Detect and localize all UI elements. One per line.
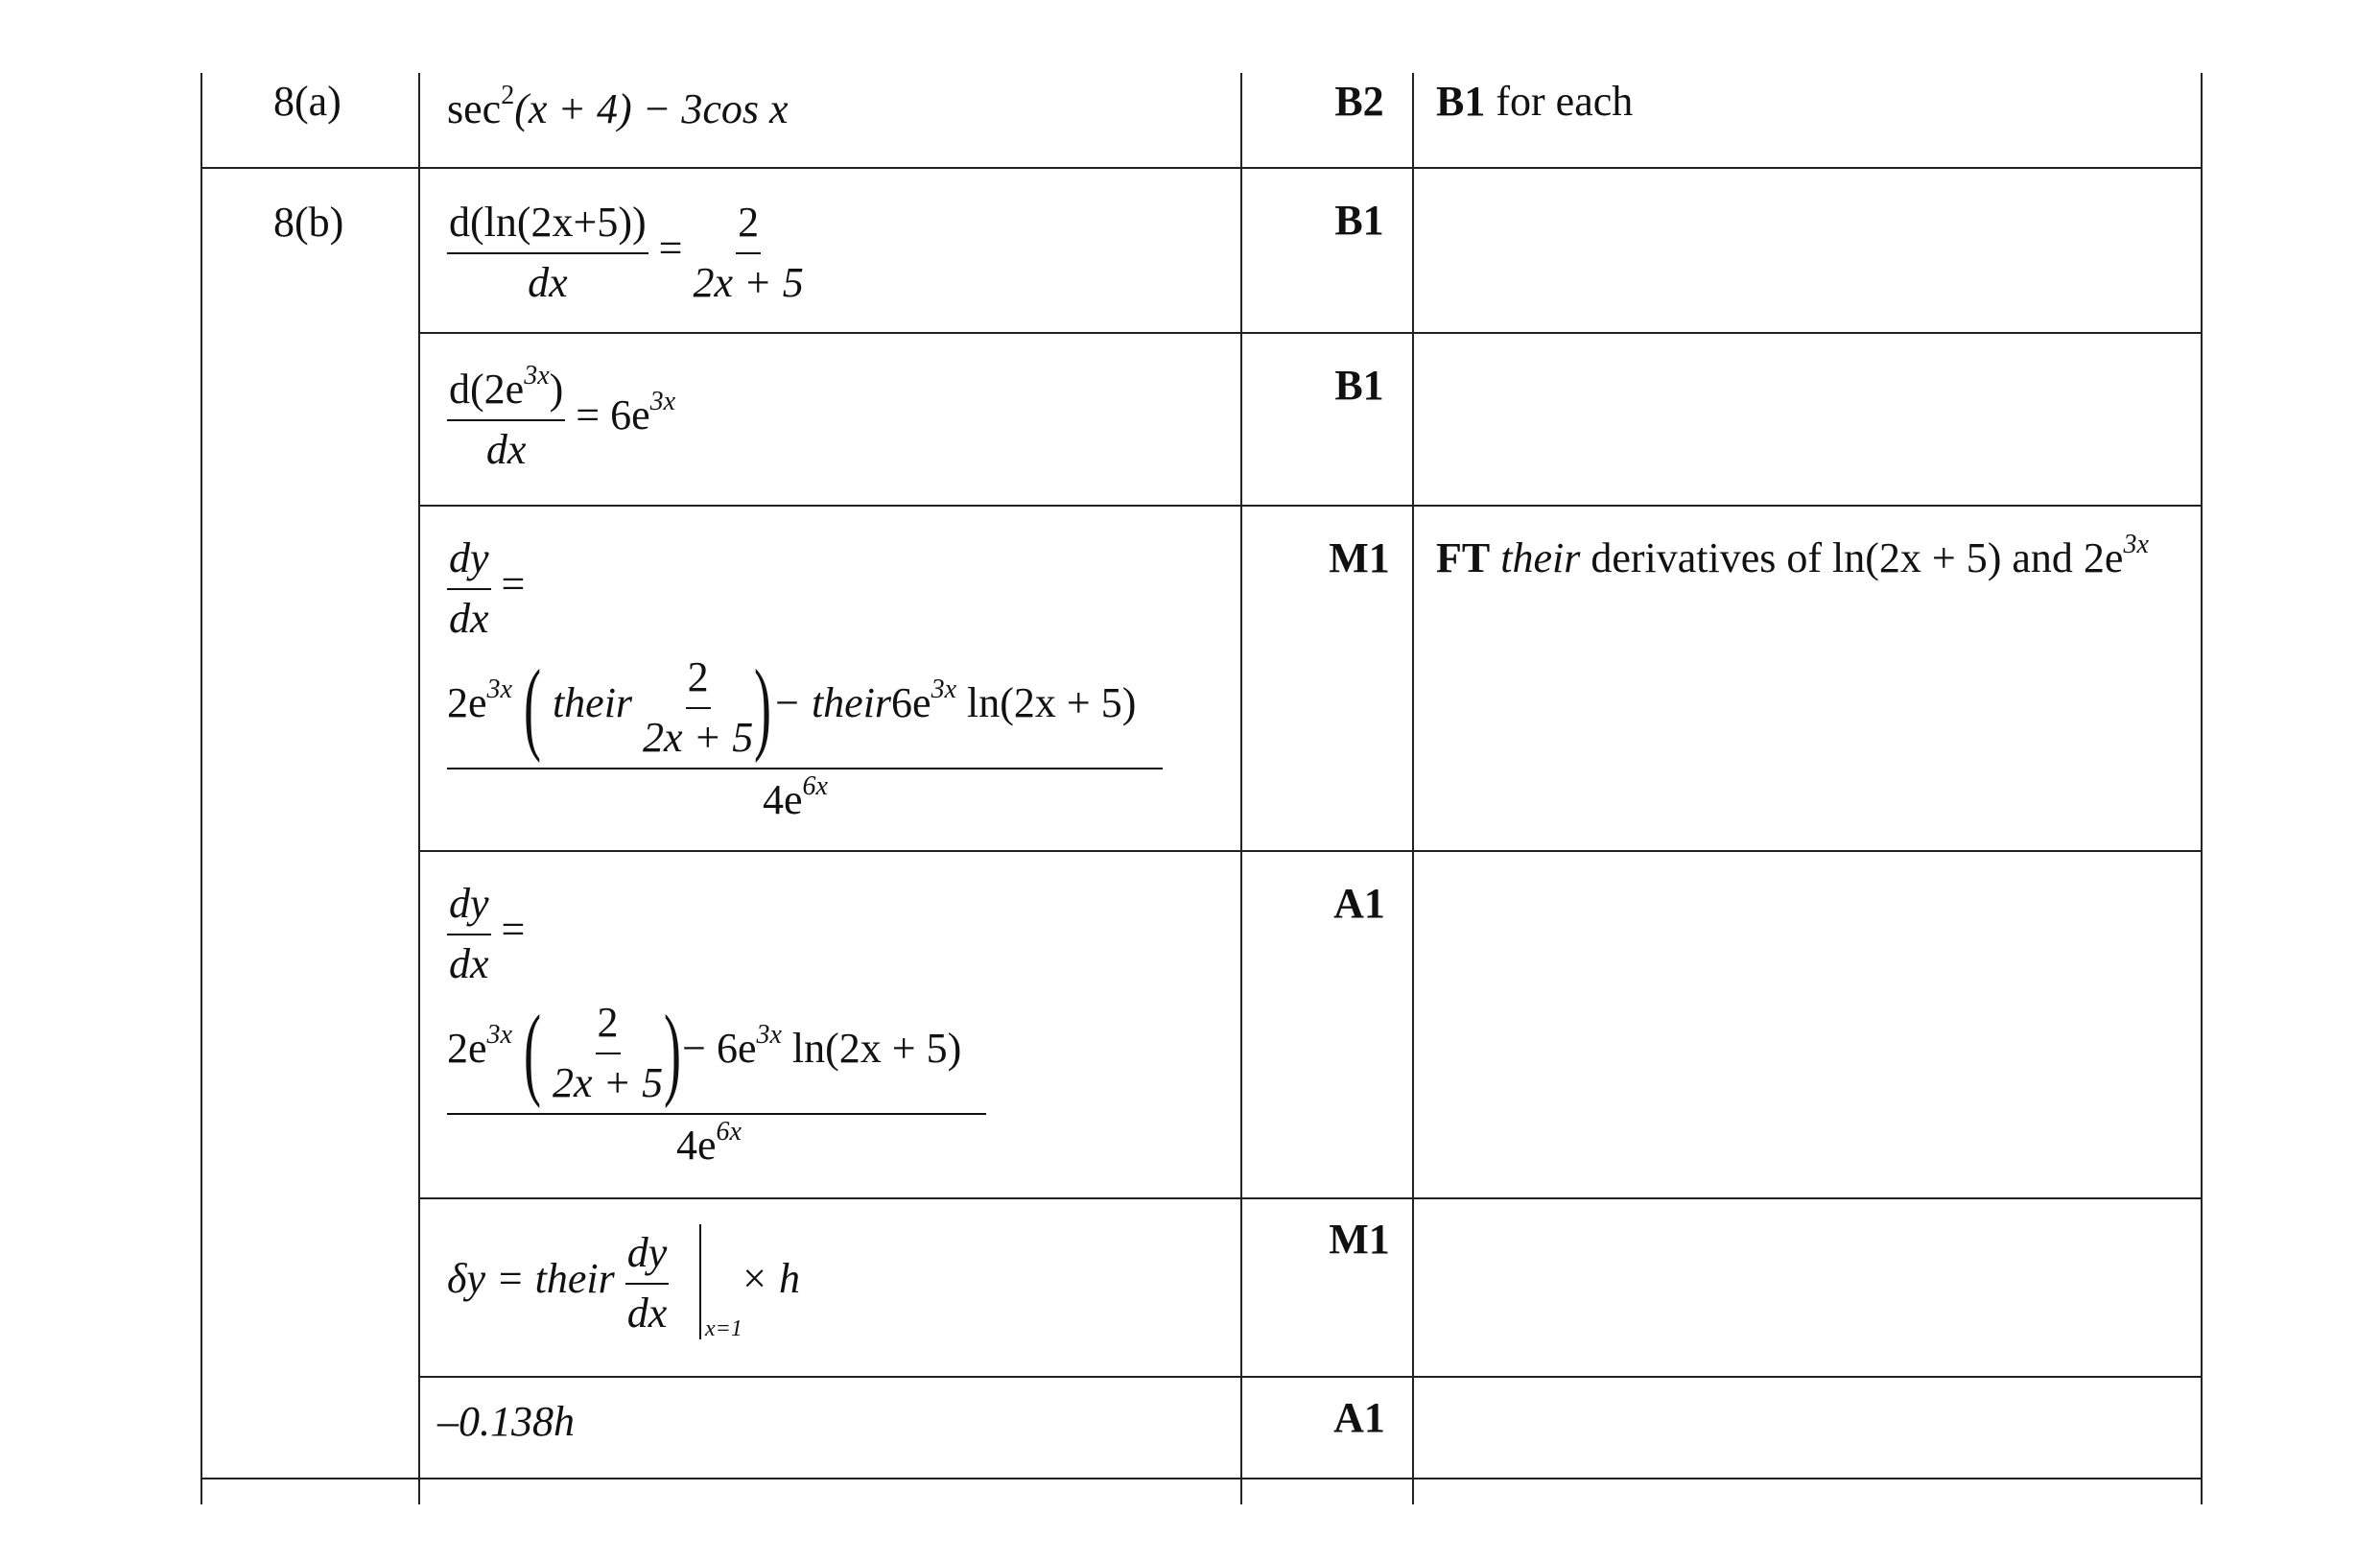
fraction-dy-dx: [625, 1228, 670, 1337]
fraction-denominator: dx: [626, 1290, 668, 1337]
fraction-dy-dx: [447, 533, 491, 643]
answer-8a-sec: sec: [447, 85, 502, 132]
denominator-base: 4e: [676, 1122, 717, 1169]
row-divider: [418, 1197, 2203, 1199]
guidance-8b-3: [1436, 530, 2149, 582]
coefficient: 2e: [447, 679, 487, 727]
fraction-numerator: 2: [596, 998, 621, 1054]
table-border-right: [2201, 73, 2203, 1504]
evaluation-bar: [699, 1224, 701, 1339]
mark-8a: B2: [1334, 78, 1384, 125]
row-divider: [418, 850, 2203, 852]
delta-y-their: δy = their: [447, 1255, 615, 1303]
fraction-result: [693, 198, 803, 307]
answer-8a-rest: (x + 4) − 3cos x: [514, 85, 789, 132]
term-exponent: 3x: [756, 1020, 782, 1051]
fraction-numerator: 2: [686, 652, 711, 709]
ln-term: ln(2x + 5): [956, 679, 1137, 727]
answer-8b-small-change: [447, 1228, 800, 1337]
equals-sign: =: [501, 560, 526, 608]
answer-8b-simplified-numerator: [447, 995, 962, 1109]
coefficient-exponent: 3x: [486, 1020, 512, 1051]
their-label: their: [552, 679, 633, 727]
row-divider: [200, 167, 2203, 169]
minus-term: − 6e: [682, 1025, 757, 1073]
fraction-denominator: dx: [485, 426, 527, 473]
fraction-denominator: dx: [528, 259, 568, 306]
rhs-base: = 6e: [576, 391, 650, 439]
guidance-8a: [1436, 77, 1633, 126]
row-divider: [418, 1376, 2203, 1378]
left-paren: (: [523, 995, 541, 1109]
answer-8b-derivative-ln: [447, 198, 804, 307]
fraction-bar: [447, 1113, 986, 1115]
fraction-inner: [553, 998, 663, 1107]
row-divider: [418, 505, 2203, 507]
rhs-exponent: 3x: [649, 387, 676, 417]
row-divider: [200, 1478, 2203, 1479]
mark-8b-5: M1: [1329, 1216, 1390, 1263]
coefficient: 2e: [447, 1025, 487, 1073]
denominator-exponent: 6x: [802, 771, 828, 801]
fraction-numerator: dy: [447, 879, 491, 935]
guidance-text: derivatives of ln(2x + 5) and 2e: [1580, 534, 2124, 581]
fraction-denominator: dx: [449, 595, 489, 642]
mark-8b-6: A1: [1333, 1394, 1385, 1441]
denominator-exponent: 6x: [716, 1117, 742, 1147]
fraction-numerator: d(ln(2x+5)): [447, 198, 648, 254]
fraction-numerator: [447, 361, 565, 421]
ln-term: ln(2x + 5): [781, 1025, 962, 1073]
table-divider-question: [418, 73, 420, 1504]
row-divider: [418, 332, 2203, 334]
answer-8b-final: –0.138h: [437, 1398, 575, 1445]
answer-8b-quotient-rule-lhs: [447, 533, 525, 643]
left-paren: (: [523, 650, 541, 764]
right-paren: ): [754, 650, 772, 764]
fraction-d-exp: [447, 361, 565, 474]
table-divider-answer: [1240, 73, 1242, 1504]
coefficient-exponent: 3x: [486, 674, 512, 705]
guidance-8a-text: for each: [1485, 78, 1634, 125]
answer-8b-derivative-exp: [447, 361, 676, 474]
mark-8b-2: B1: [1334, 362, 1384, 409]
fraction-denominator: dx: [449, 940, 489, 987]
answer-8b-simplified-lhs: [447, 879, 525, 988]
fraction-bar: [447, 768, 1163, 769]
times-h: × h: [740, 1255, 801, 1303]
guidance-8a-bold: B1: [1436, 78, 1486, 125]
table-border-left: [200, 73, 202, 1504]
mark-8b-1: B1: [1334, 197, 1384, 244]
minus-their: − their: [772, 679, 892, 727]
table-divider-marks: [1412, 73, 1414, 1504]
question-label-8b: 8(b): [273, 199, 344, 246]
equals-sign: =: [658, 225, 683, 272]
evaluation-subscript: x=1: [705, 1316, 742, 1341]
answer-8a: [447, 81, 789, 133]
fraction-dy-dx: [447, 879, 491, 988]
answer-8b-quotient-rule-numerator: [447, 652, 1136, 762]
denominator-base: 4e: [763, 776, 803, 823]
fraction-denominator: 2x + 5: [643, 714, 754, 761]
answer-8b-simplified-denominator: [676, 1117, 742, 1170]
numerator-close: ): [549, 366, 564, 413]
right-paren: ): [664, 995, 682, 1109]
term-exponent: 3x: [931, 674, 957, 705]
fraction-numerator: dy: [625, 1228, 670, 1285]
guidance-their: their: [1500, 534, 1581, 581]
fraction-numerator: dy: [447, 533, 491, 590]
guidance-exponent: 3x: [2123, 530, 2149, 559]
mark-8b-4: A1: [1333, 880, 1385, 927]
fraction-denominator: 2x + 5: [693, 259, 804, 306]
answer-8b-quotient-rule-denominator: [763, 771, 828, 824]
fraction-d-ln: [447, 198, 648, 307]
numerator-exponent: 3x: [524, 361, 550, 390]
equals-sign: =: [501, 906, 526, 954]
term: 6e: [891, 679, 931, 727]
fraction-denominator: 2x + 5: [552, 1059, 664, 1106]
guidance-ft: FT: [1436, 534, 1491, 581]
mark-8b-3: M1: [1329, 534, 1390, 581]
answer-8a-square: 2: [501, 81, 515, 110]
numerator-base: d(2e: [449, 366, 525, 413]
fraction-numerator: 2: [736, 198, 761, 254]
question-label-8a: 8(a): [273, 78, 342, 125]
fraction-inner: [643, 652, 753, 762]
